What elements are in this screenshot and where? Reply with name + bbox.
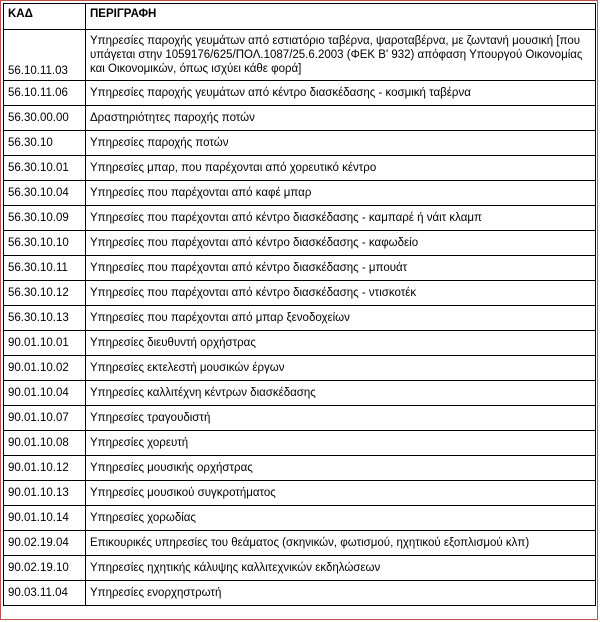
table-row: [4, 356, 596, 381]
kad-description: Υπηρεσίες που παρέχονται από καφέ μπαρ: [86, 181, 596, 206]
kad-code: 56.30.10.04: [4, 181, 86, 206]
kad-code: 90.01.10.13: [4, 481, 86, 506]
table-row: [4, 406, 596, 431]
table-row: [4, 506, 596, 531]
table-row: [4, 231, 596, 256]
table-row: [4, 531, 596, 556]
table-row: [4, 81, 596, 106]
kad-code: 90.02.19.10: [4, 556, 86, 581]
kad-code: 90.01.10.08: [4, 431, 86, 456]
kad-description: Υπηρεσίες παροχής γευμάτων από κέντρο διασκέδασης - κοσμική ταβέρνα: [86, 81, 596, 106]
kad-code: 90.01.10.02: [4, 356, 86, 381]
kad-description: Υπηρεσίες που παρέχονται από μπαρ ξενοδοχείων: [86, 306, 596, 331]
kad-code: 56.30.10.10: [4, 231, 86, 256]
kad-description: Υπηρεσίες τραγουδιστή: [86, 406, 596, 431]
kad-code: 56.30.10.11: [4, 256, 86, 281]
table-row: [4, 581, 596, 606]
table-row: [4, 181, 596, 206]
table-row: [4, 256, 596, 281]
kad-code: 56.10.11.06: [4, 81, 86, 106]
table-row: [4, 306, 596, 331]
kad-code: 56.30.10.12: [4, 281, 86, 306]
table-row: [4, 381, 596, 406]
table-row: [4, 431, 596, 456]
kad-code: 90.02.19.04: [4, 531, 86, 556]
kad-code: 90.01.10.14: [4, 506, 86, 531]
kad-code: 56.30.10: [4, 131, 86, 156]
kad-description: Υπηρεσίες που παρέχονται από κέντρο διασκέδασης - μπουάτ: [86, 256, 596, 281]
kad-description: Δραστηριότητες παροχής ποτών: [86, 106, 596, 131]
kad-description: Υπηρεσίες ενορχηστρωτή: [86, 581, 596, 606]
table-row: [4, 481, 596, 506]
kad-description: Υπηρεσίες εκτελεστή μουσικών έργων: [86, 356, 596, 381]
kad-code: 90.01.10.01: [4, 331, 86, 356]
table-row: [4, 281, 596, 306]
kad-table: [3, 3, 596, 606]
kad-description: Υπηρεσίες ηχητικής κάλυψης καλλιτεχνικών εκδηλώσεων: [86, 556, 596, 581]
table-row: [4, 331, 596, 356]
kad-description: Υπηρεσίες μουσικής ορχήστρας: [86, 456, 596, 481]
kad-description: Υπηρεσίες που παρέχονται από κέντρο διασκέδασης - καμπαρέ ή νάιτ κλαμπ: [86, 206, 596, 231]
kad-code: 56.30.00.00: [4, 106, 86, 131]
table-body: [4, 30, 596, 606]
kad-code: 56.30.10.13: [4, 306, 86, 331]
kad-code: 56.30.10.01: [4, 156, 86, 181]
table-row: [4, 556, 596, 581]
kad-description: Υπηρεσίες χορωδίας: [86, 506, 596, 531]
kad-code: 90.01.10.04: [4, 381, 86, 406]
header-description: ΠΕΡΙΓΡΑΦΗ: [86, 4, 596, 30]
table-row: [4, 206, 596, 231]
kad-description: Υπηρεσίες που παρέχονται από κέντρο διασκέδασης - ντισκοτέκ: [86, 281, 596, 306]
kad-description: Υπηρεσίες μουσικού συγκροτήματος: [86, 481, 596, 506]
kad-description: Υπηρεσίες μπαρ, που παρέχονται από χορευτικό κέντρο: [86, 156, 596, 181]
table-header-row: [4, 4, 596, 30]
kad-description: Υπηρεσίες παροχής ποτών: [86, 131, 596, 156]
header-code: ΚΑΔ: [4, 4, 86, 30]
kad-code: 90.03.11.04: [4, 581, 86, 606]
kad-description: Υπηρεσίες που παρέχονται από κέντρο διασκέδασης - καφωδείο: [86, 231, 596, 256]
kad-description: Επικουρικές υπηρεσίες του θεάματος (σκηνικών, φωτισμού, ηχητικού εξοπλισμού κλπ): [86, 531, 596, 556]
kad-code: 56.10.11.03: [4, 30, 86, 81]
table-row: [4, 156, 596, 181]
table-row: [4, 131, 596, 156]
kad-description: Υπηρεσίες παροχής γευμάτων από εστιατόριο ταβέρνα, ψαροταβέρνα, με ζωντανή μουσική [που υπάγεται στην 1059176/625/ΠΟΛ.1087/25.6.2003 (ΦΕΚ Β' 932) απόφαση Υπουργού Οικονομίας και Οικονομικών, όπως ισχύει κάθε φορά]: [86, 30, 596, 81]
kad-code: 90.01.10.12: [4, 456, 86, 481]
kad-code: 56.30.10.09: [4, 206, 86, 231]
table-row: [4, 106, 596, 131]
kad-description: Υπηρεσίες καλλιτέχνη κέντρων διασκέδασης: [86, 381, 596, 406]
kad-description: Υπηρεσίες χορευτή: [86, 431, 596, 456]
kad-description: Υπηρεσίες διευθυντή ορχήστρας: [86, 331, 596, 356]
table-row: [4, 456, 596, 481]
kad-code: 90.01.10.07: [4, 406, 86, 431]
table-row: [4, 30, 596, 81]
